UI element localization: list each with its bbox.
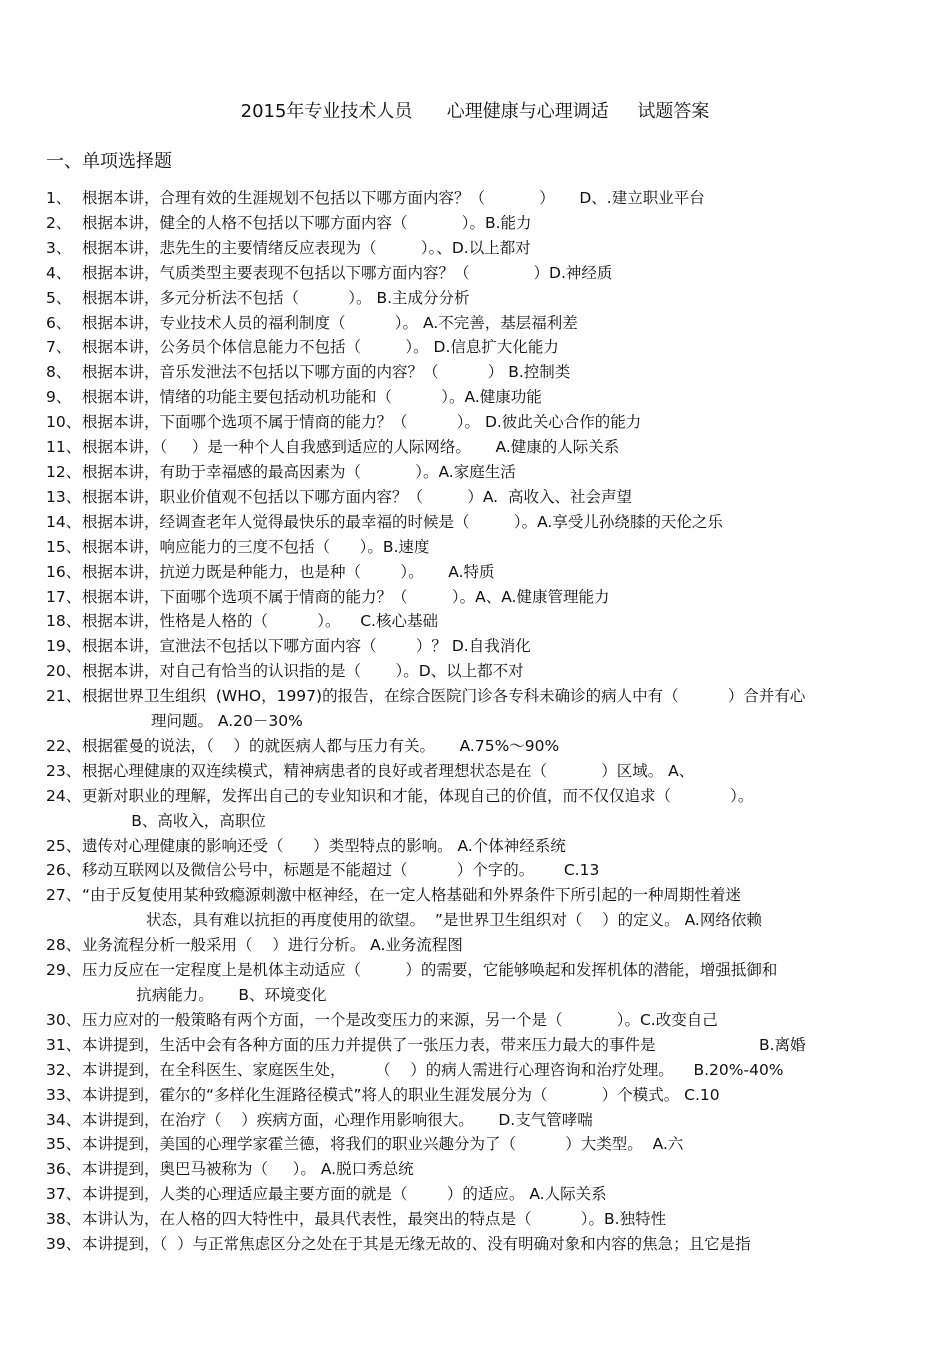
question-text-block: [82, 510, 916, 535]
question-item: [46, 858, 916, 883]
question-text-block: [82, 535, 916, 560]
question-text-block: [82, 1157, 916, 1182]
question-number: 17、: [46, 587, 82, 606]
question-item: [46, 659, 916, 684]
question-number: 20、: [46, 662, 82, 681]
question-text-block: [82, 634, 916, 659]
question-text-block: [82, 1033, 916, 1058]
question-number: 3、: [46, 238, 72, 257]
question-text-block: [82, 609, 916, 634]
question-number: 8、: [46, 363, 72, 382]
question-number: 34、: [46, 1110, 82, 1129]
question-text: 本讲认为，在人格的四大特性中，最具代表性，最突出的特点是（ ）。B.独特性: [82, 1210, 667, 1229]
question-text-block: [82, 560, 916, 585]
question-text: 移动互联网以及微信公号中，标题是不能超过（ ）个字的。 C.13: [82, 861, 600, 880]
question-text-block: [82, 1083, 916, 1108]
question-text-block: [82, 261, 916, 286]
question-item: [46, 1207, 916, 1232]
question-text: 压力应对的一般策略有两个方面，一个是改变压力的来源，另一个是（ ）。C.改变自己: [82, 1010, 718, 1029]
question-text-block: [82, 933, 916, 958]
question-text: 根据本讲，经调查老年人觉得最快乐的最幸福的时候是（ ）。A.享受儿孙绕膝的天伦之乐: [82, 512, 723, 531]
question-text-block: [82, 1207, 916, 1232]
question-number: 30、: [46, 1010, 82, 1029]
question-number: 18、: [46, 612, 82, 631]
question-text-continuation: 理问题。 A.20－30%: [82, 712, 303, 731]
question-text-block: [82, 311, 916, 336]
question-text-block: [82, 858, 916, 883]
question-text: 本讲提到，在治疗（ ）疾病方面，心理作用影响很大。 D.支气管哮喘: [82, 1110, 593, 1129]
question-item: [46, 585, 916, 610]
question-text-block: [82, 385, 916, 410]
question-number: 16、: [46, 562, 82, 581]
question-text: 根据本讲，对自己有恰当的认识指的是（ ）。D、以上都不对: [82, 662, 524, 681]
question-text-block: [82, 659, 916, 684]
question-number: 32、: [46, 1060, 82, 1079]
question-item: [46, 933, 916, 958]
question-item: [46, 1108, 916, 1133]
question-number: 33、: [46, 1085, 82, 1104]
question-text-block: [82, 1108, 916, 1133]
question-text-continuation: B、高收入，高职位: [82, 811, 266, 830]
section-heading: 一、单项选择题: [46, 151, 172, 172]
question-text: 根据本讲，有助于幸福感的最高因素为（ ）。A.家庭生活: [82, 462, 516, 481]
question-text: 根据本讲，下面哪个选项不属于情商的能力？（ ）。 D.彼此关心合作的能力: [82, 413, 642, 432]
question-text-block: [82, 1182, 916, 1207]
question-text: 根据本讲，职业价值观不包括以下哪方面内容？（ ）A. 高收入、社会声望: [82, 487, 632, 506]
question-text-block: [82, 186, 916, 211]
question-item: [46, 734, 916, 759]
question-text-block: [82, 410, 916, 435]
question-item: [46, 535, 916, 560]
question-item: [46, 784, 916, 834]
question-number: 29、: [46, 961, 82, 980]
question-item: [46, 385, 916, 410]
question-item: [46, 560, 916, 585]
question-number: 10、: [46, 413, 82, 432]
question-text: 根据本讲，宣泄法不包括以下哪方面内容（ ）？ D.自我消化: [82, 637, 531, 656]
question-text-block: [82, 1232, 916, 1257]
question-number: 27、: [46, 886, 82, 905]
document-title: 2015年专业技术人员 心理健康与心理调适 试题答案: [240, 101, 710, 122]
question-number: 6、: [46, 313, 72, 332]
question-text-block: [82, 1058, 916, 1083]
question-text-block: [82, 360, 916, 385]
question-text: 本讲提到，在全科医生、家庭医生处， （ ）的病人需进行心理咨询和治疗处理。 B.20%-40%: [82, 1060, 784, 1079]
question-text-block: [82, 211, 916, 236]
question-number: 14、: [46, 512, 82, 531]
question-text: 根据本讲，情绪的功能主要包括动机功能和（ ）。A.健康功能: [82, 388, 542, 407]
question-item: [46, 410, 916, 435]
question-text-block: [82, 485, 916, 510]
question-number: 37、: [46, 1185, 82, 1204]
question-item: [46, 883, 916, 933]
question-item: [46, 211, 916, 236]
question-number: 11、: [46, 438, 82, 457]
question-text: 本讲提到，（ ）与正常焦虑区分之处在于其是无缘无故的、没有明确对象和内容的焦急；且它是指: [82, 1235, 751, 1254]
question-text: 根据本讲，抗逆力既是种能力，也是种（ ）。 A.特质: [82, 562, 495, 581]
question-text: 根据本讲，下面哪个选项不属于情商的能力？（ ）。A、A.健康管理能力: [82, 587, 610, 606]
question-text-block: [82, 958, 916, 1008]
question-text: 本讲提到，美国的心理学家霍兰德，将我们的职业兴趣分为了（ ）大类型。 A.六: [82, 1135, 684, 1154]
question-number: 4、: [46, 263, 72, 282]
question-number: 24、: [46, 786, 82, 805]
question-item: [46, 360, 916, 385]
question-text-block: [82, 834, 916, 859]
question-item: [46, 1132, 916, 1157]
question-text-block: [82, 435, 916, 460]
question-text-block: [82, 684, 916, 734]
question-text-block: [82, 585, 916, 610]
question-item: [46, 1033, 916, 1058]
question-text-continuation: 抗病能力。 B、环境变化: [82, 986, 327, 1004]
question-text: 本讲提到，霍尔的“多样化生涯路径模式”将人的职业生涯发展分为（ ）个模式。 C.10: [82, 1085, 720, 1104]
question-number: 28、: [46, 936, 82, 955]
question-text: 根据霍曼的说法，（ ）的就医病人都与压力有关。 A.75%～90%: [82, 736, 560, 755]
question-number: 15、: [46, 537, 82, 556]
question-text: 根据心理健康的双连续模式，精神病患者的良好或者理想状态是在（ ）区域。 A、: [82, 761, 695, 780]
question-number: 38、: [46, 1210, 82, 1229]
question-item: [46, 684, 916, 734]
question-text-block: [82, 1132, 916, 1157]
question-item: [46, 759, 916, 784]
question-text: 遗传对心理健康的影响还受（ ）类型特点的影响。 A.个体神经系统: [82, 836, 566, 855]
question-text: 根据本讲，（ ）是一种个人自我感到适应的人际网络。 A.健康的人际关系: [82, 438, 620, 457]
question-text: 根据本讲，多元分析法不包括（ ）。 B.主成分分析: [82, 288, 470, 307]
question-item: [46, 609, 916, 634]
question-text-block: [82, 759, 916, 784]
question-text-block: [82, 883, 916, 933]
question-item: [46, 634, 916, 659]
question-item: [46, 186, 916, 211]
question-item: [46, 1232, 916, 1257]
question-text: “由于反复使用某种致瘾源刺激中枢神经，在一定人格基础和外界条件下所引起的一种周期性着迷: [82, 886, 742, 905]
question-text-block: [82, 286, 916, 311]
question-text: 业务流程分析一般采用（ ）进行分析。 A.业务流程图: [82, 936, 463, 955]
question-number: 5、: [46, 288, 72, 307]
question-text: 本讲提到，生活中会有各种方面的压力并提供了一张压力表，带来压力最大的事件是 B.离婚: [82, 1035, 806, 1054]
question-number: 7、: [46, 338, 72, 357]
question-number: 35、: [46, 1135, 82, 1154]
question-item: [46, 261, 916, 286]
question-text: 根据本讲，悲先生的主要情绪反应表现为（ ）。、D.以上都对: [82, 238, 531, 257]
question-item: [46, 460, 916, 485]
question-text: 根据世界卫生组织 (WHO，1997)的报告，在综合医院门诊各专科未确诊的病人中有（ ）合并有心: [82, 687, 806, 706]
question-item: [46, 335, 916, 360]
question-text: 根据本讲，音乐发泄法不包括以下哪方面的内容？（ ） B.控制类: [82, 363, 571, 382]
question-text: 根据本讲，公务员个体信息能力不包括（ ）。 D.信息扩大化能力: [82, 338, 559, 357]
question-number: 39、: [46, 1235, 82, 1254]
question-number: 22、: [46, 736, 82, 755]
question-number: 2、: [46, 213, 72, 232]
question-item: [46, 236, 916, 261]
question-number: 26、: [46, 861, 82, 880]
question-text-continuation: 状态，具有难以抗拒的再度使用的欲望。 ”是世界卫生组织对（ ）的定义。 A.网络依赖: [82, 911, 762, 930]
question-number: 25、: [46, 836, 82, 855]
question-text: 根据本讲，合理有效的生涯规划不包括以下哪方面内容？（ ） D、.建立职业平台: [82, 189, 705, 207]
question-number: 21、: [46, 687, 82, 706]
question-text: 压力反应在一定程度上是机体主动适应（ ）的需要，它能够唤起和发挥机体的潜能，增强抵御和: [82, 961, 778, 980]
question-item: [46, 1157, 916, 1182]
question-text: 根据本讲，健全的人格不包括以下哪方面内容（ ）。B.能力: [82, 213, 532, 232]
question-text: 本讲提到，奥巴马被称为（ ）。 A.脱口秀总统: [82, 1160, 414, 1179]
question-item: [46, 435, 916, 460]
question-number: 36、: [46, 1160, 82, 1179]
question-text-block: [82, 236, 916, 261]
question-item: [46, 286, 916, 311]
question-item: [46, 1008, 916, 1033]
question-text-block: [82, 460, 916, 485]
question-text-block: [82, 1008, 916, 1033]
question-number: 13、: [46, 487, 82, 506]
question-number: 31、: [46, 1035, 82, 1054]
question-item: [46, 1083, 916, 1108]
question-text: 根据本讲，响应能力的三度不包括（ ）。B.速度: [82, 537, 430, 556]
question-text: 根据本讲，性格是人格的（ ）。 C.核心基础: [82, 612, 438, 631]
question-text-block: [82, 784, 916, 834]
question-number: 1、: [46, 189, 72, 207]
question-text-block: [82, 335, 916, 360]
question-item: [46, 1182, 916, 1207]
question-text: 本讲提到，人类的心理适应最主要方面的就是（ ）的适应。 A.人际关系: [82, 1185, 607, 1204]
question-item: [46, 485, 916, 510]
question-number: 19、: [46, 637, 82, 656]
question-text: 更新对职业的理解，发挥出自己的专业知识和才能，体现自己的价值，而不仅仅追求（ ）。: [82, 786, 754, 805]
question-text: 根据本讲，专业技术人员的福利制度（ ）。 A.不完善，基层福利差: [82, 313, 578, 332]
question-item: [46, 1058, 916, 1083]
question-item: [46, 510, 916, 535]
question-list: [46, 186, 916, 1257]
question-item: [46, 958, 916, 1008]
question-number: 9、: [46, 388, 72, 407]
question-text: 根据本讲，气质类型主要表现不包括以下哪方面内容？（ ）D.神经质: [82, 263, 613, 282]
question-item: [46, 311, 916, 336]
question-number: 12、: [46, 462, 82, 481]
question-text-block: [82, 734, 916, 759]
question-number: 23、: [46, 761, 82, 780]
question-item: [46, 834, 916, 859]
